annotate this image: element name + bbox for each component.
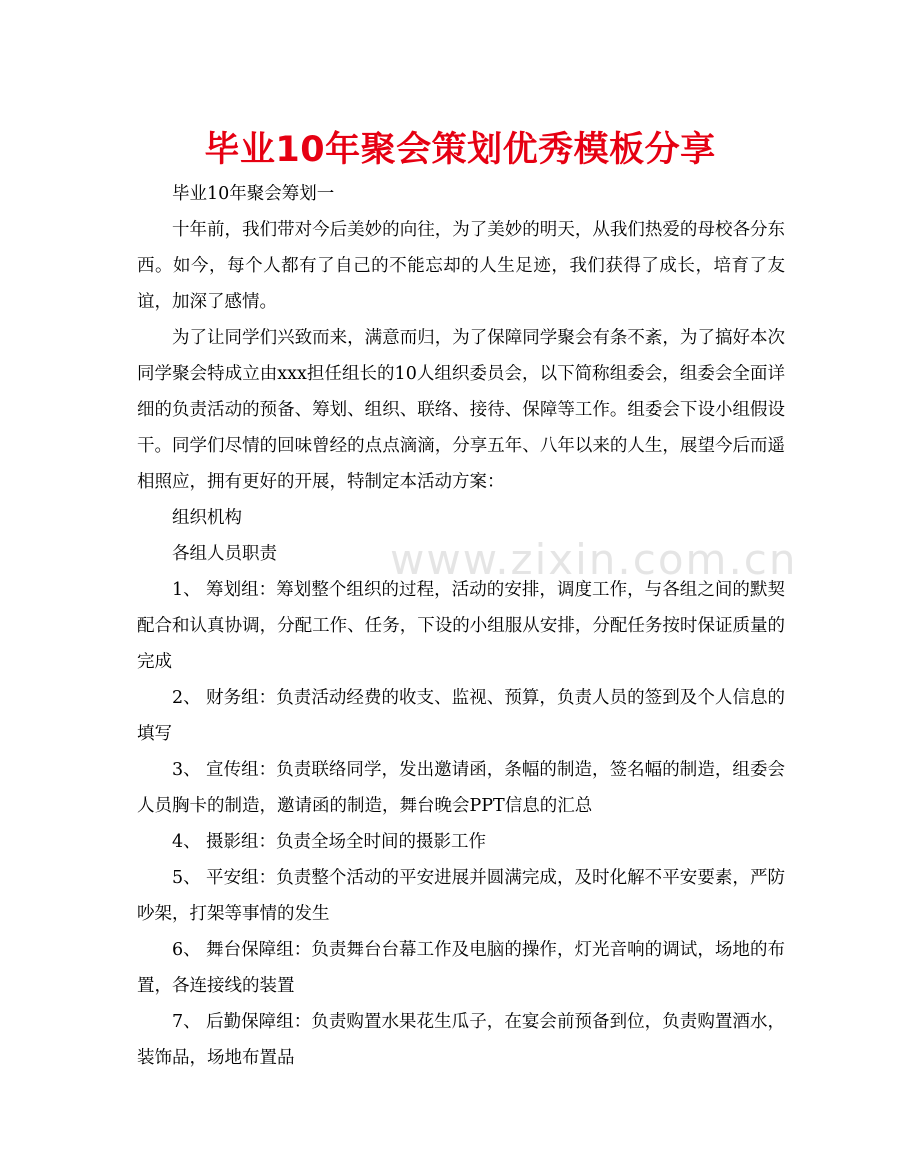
list-item <box>137 824 785 860</box>
list-item-number: 2、 <box>172 688 201 708</box>
list-item <box>137 680 785 752</box>
list-item-text: 宣传组：负责联络同学，发出邀请函，条幅的制造，签名幅的制造，组委会人员胸卡的制造，邀请函的制造，舞台晚会PPT信息的汇总 <box>137 760 785 816</box>
list-item-text: 财务组：负责活动经费的收支、监视、预算，负责人员的签到及个人信息的填写 <box>137 688 785 744</box>
list-item-text: 后勤保障组：负责购置水果花生瓜子，在宴会前预备到位，负责购置酒水，装饰品，场地布置品 <box>137 1012 785 1068</box>
list-item-text: 舞台保障组：负责舞台台幕工作及电脑的操作，灯光音响的调试，场地的布置，各连接线的装置 <box>137 940 785 996</box>
list-item-text: 摄影组：负责全场全时间的摄影工作 <box>206 832 486 852</box>
document-body <box>137 176 785 1076</box>
section-heading-duties: 各组人员职责 <box>172 544 277 564</box>
section-heading-organization: 组织机构 <box>172 508 242 528</box>
list-item-number: 3、 <box>172 760 201 780</box>
list-item <box>137 1004 785 1076</box>
intro-paragraph: 十年前，我们带对今后美妙的向往，为了美妙的明天，从我们热爱的母校各分东西。如今，每个人都有了自己的不能忘却的人生足迹，我们获得了成长，培育了友谊，加深了感情。 <box>137 220 785 312</box>
list-item <box>137 932 785 1004</box>
list-item <box>137 752 785 824</box>
document-subtitle: 毕业10年聚会筹划一 <box>172 184 335 204</box>
list-item-number: 7、 <box>172 1012 201 1032</box>
list-item-number: 4、 <box>172 832 201 852</box>
list-item-number: 5、 <box>172 868 201 888</box>
list-item <box>137 860 785 932</box>
list-item-text: 筹划组：筹划整个组织的过程，活动的安排，调度工作，与各组之间的默契配合和认真协调，分配工作、任务，下设的小组服从安排，分配任务按时保证质量的完成 <box>137 580 785 672</box>
list-item-number: 1、 <box>172 580 201 600</box>
list-item-number: 6、 <box>172 940 201 960</box>
page-title: 毕业10年聚会策划优秀模板分享 <box>204 130 716 170</box>
list-item <box>137 572 785 680</box>
list-item-text: 平安组：负责整个活动的平安进展并圆满完成，及时化解不平安要素，严防吵架，打架等事情的发生 <box>137 868 785 924</box>
purpose-paragraph: 为了让同学们兴致而来，满意而归，为了保障同学聚会有条不紊，为了搞好本次同学聚会特成立由xxx担任组长的10人组织委员会，以下简称组委会，组委会全面详细的负责活动的预备、筹划、组织、联络、接待、保障等工作。组委会下设小组假设干。同学们尽情的回味曾经的点点滴滴，分享五年、八年以来的人生，展望今后而遥相照应，拥有更好的开展，特制定本活动方案： <box>137 328 785 492</box>
watermark: www.zixin.com.cn <box>390 535 798 584</box>
